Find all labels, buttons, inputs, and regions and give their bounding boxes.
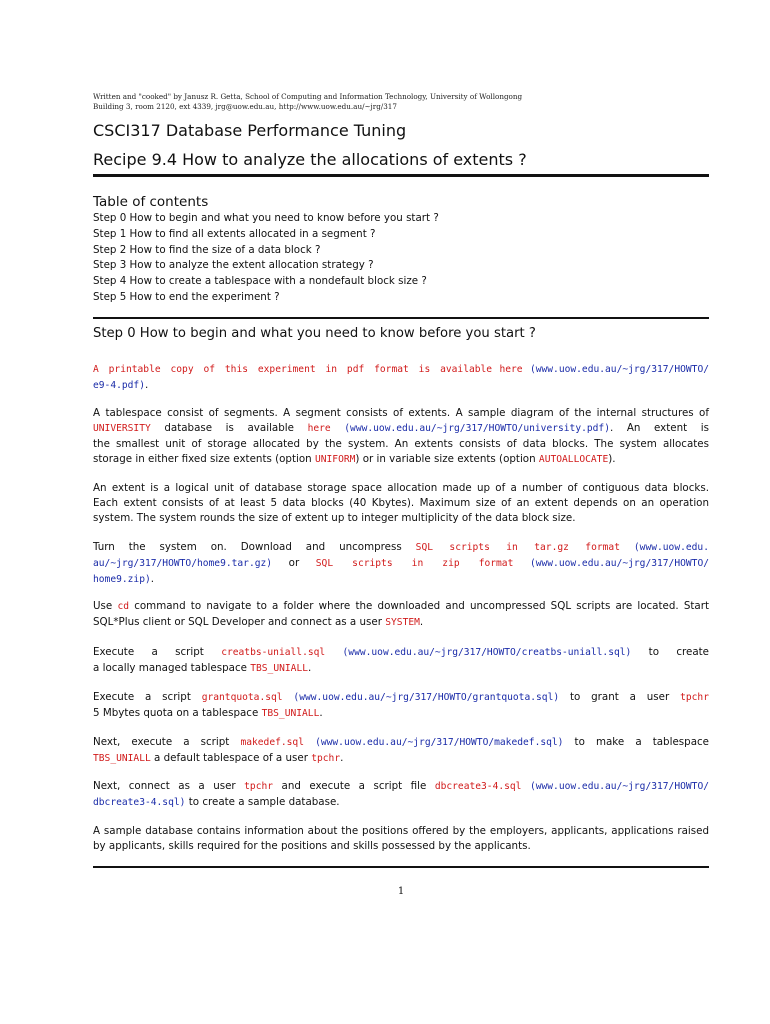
dbcreate-text-2: and execute a script file — [281, 780, 427, 792]
footer-divider — [93, 866, 709, 868]
creatbs-text-3: a locally managed tablespace — [93, 661, 247, 674]
paragraph-dbcreate — [93, 779, 709, 811]
creatbs-script-link[interactable]: creatbs-uniall.sql — [221, 647, 326, 658]
author-header — [93, 92, 709, 111]
course-title: CSCI317 Database Performance Tuning — [93, 121, 407, 140]
creatbs-text: Execute a script — [93, 646, 204, 658]
grantquota-script-url[interactable]: (www.uow.edu.au/~jrg/317/HOWTO/grantquota.sql) — [293, 692, 560, 703]
targz-url[interactable]: (www.uow.edu. — [633, 542, 709, 553]
tablespace-text: database is available — [164, 421, 294, 434]
download-text: Turn the system on. Download and uncompress — [93, 541, 402, 553]
header-line-1: Written and "cooked" by Janusz R. Getta, School of Computing and Information Technology, University of Wollongong — [93, 92, 523, 101]
page-number: 1 — [397, 886, 405, 897]
navigate-text-3: SQL*Plus client or SQL Developer and connect as a user — [93, 615, 382, 628]
grantquota-script-link[interactable]: grantquota.sql — [201, 692, 283, 703]
makedef-text-3: a default tablespace of a user — [154, 751, 308, 764]
punct: . — [308, 661, 312, 674]
punct: . — [319, 706, 323, 719]
extent-line-3: system. The system rounds the size of extent up to integer multiplicity of the data block size. — [93, 511, 576, 524]
printable-copy-text: A printable copy of this experiment in pdf format is available — [93, 364, 493, 375]
punct: . — [150, 572, 155, 585]
toc-divider — [93, 317, 709, 319]
punct: ). — [608, 452, 616, 465]
makedef-script-url[interactable]: (www.uow.edu.au/~jrg/317/HOWTO/makedef.sql) — [315, 737, 564, 748]
paragraph-tablespace — [93, 406, 709, 468]
tablespace-text-2: . An extent is — [609, 421, 709, 434]
zip-url-cont[interactable]: home9.zip) — [93, 573, 151, 585]
toc-item-step-5[interactable]: Step 5 How to end the experiment ? — [93, 290, 280, 303]
toc-item-step-4[interactable]: Step 4 How to create a tablespace with a nondefault block size ? — [93, 275, 427, 288]
creatbs-text-2: to create — [648, 646, 710, 658]
title-divider — [93, 174, 709, 177]
tpchr-user: tpchr — [680, 692, 709, 703]
sample-db-line-1: A sample database contains information about the positions offered by the employers, applicants, applications raised — [93, 825, 709, 837]
university-diagram-url[interactable]: (www.uow.edu.au/~jrg/317/HOWTO/university.pdf) — [344, 422, 610, 434]
autoallocate-keyword: AUTOALLOCATE — [538, 453, 609, 465]
makedef-script-link[interactable]: makedef.sql — [240, 737, 304, 748]
paragraph-printable-copy — [93, 362, 709, 394]
tpchr-user: tpchr — [311, 752, 341, 764]
tablespace-text-4: ) or in variable size extents (option — [355, 452, 536, 465]
targz-link[interactable]: SQL scripts in tar.gz format — [415, 542, 620, 553]
paragraph-makedef — [93, 735, 709, 767]
tpchr-user: tpchr — [244, 781, 274, 792]
dbcreate-script-url[interactable]: (www.uow.edu.au/~jrg/317/HOWTO/ — [529, 781, 709, 792]
navigate-text-2: command to navigate to a folder where the downloaded and uncompressed SQL scripts are located. Start — [134, 600, 709, 612]
zip-url[interactable]: (www.uow.edu.au/~jrg/317/HOWTO/ — [529, 557, 709, 569]
punct: . — [340, 751, 344, 764]
zip-link[interactable]: SQL scripts in zip format — [315, 557, 514, 569]
tbs-uniall-keyword: TBS_UNIALL — [93, 752, 151, 764]
dbcreate-text-3: to create a sample database. — [188, 795, 340, 808]
punct: . — [144, 378, 149, 391]
or-text: or — [288, 556, 300, 569]
printable-copy-link[interactable]: here — [499, 364, 523, 375]
tbs-uniall-keyword: TBS_UNIALL — [261, 707, 320, 719]
paragraph-download — [93, 540, 709, 588]
sample-db-line-2: by applicants, skills required for the positions and skills possessed by the applicants. — [93, 839, 531, 852]
tablespace-line-3: the smallest unit of storage allocated by the system. An extents consists of data blocks. The system allocates — [93, 437, 709, 450]
extent-line-2: Each extent consists of at least 5 data blocks (40 Kbytes). Maximum size of an extent depends on an operation — [93, 496, 709, 509]
makedef-text: Next, execute a script — [93, 736, 230, 748]
extent-line-1: An extent is a logical unit of database storage space allocation made up of a number of contiguous data blocks. — [93, 482, 709, 494]
grantquota-text-2: to grant a user — [569, 691, 670, 703]
printable-copy-url-cont[interactable]: e9-4.pdf) — [93, 379, 145, 391]
table-of-contents — [93, 211, 439, 306]
tbs-uniall-keyword: TBS_UNIALL — [250, 662, 308, 674]
paragraph-extent — [93, 481, 709, 526]
grantquota-text-3: 5 Mbytes quota on a tablespace — [93, 706, 259, 719]
tablespace-line-1: A tablespace consist of segments. A segment consists of extents. A sample diagram of the internal structures of — [93, 407, 709, 419]
toc-title: Table of contents — [93, 194, 209, 210]
header-line-2: Building 3, room 2120, ext 4339, jrg@uow.edu.au, http://www.uow.edu.au/~jrg/317 — [93, 101, 397, 111]
navigate-text: Use — [93, 600, 113, 612]
recipe-title: Recipe 9.4 How to analyze the allocations of extents ? — [93, 150, 527, 169]
paragraph-creatbs — [93, 645, 709, 677]
grantquota-text: Execute a script — [93, 691, 191, 703]
paragraph-grantquota — [93, 690, 709, 722]
system-user: SYSTEM — [385, 616, 420, 628]
toc-item-step-1[interactable]: Step 1 How to find all extents allocated in a segment ? — [93, 227, 376, 240]
makedef-text-2: to make a tablespace — [574, 736, 709, 748]
cd-command: cd — [117, 601, 130, 612]
dbcreate-text: Next, connect as a user — [93, 780, 236, 792]
tablespace-text-3: storage in either fixed size extents (option — [93, 452, 312, 465]
uniform-keyword: UNIFORM — [314, 453, 356, 465]
university-diagram-link[interactable]: here — [307, 422, 331, 434]
toc-item-step-0[interactable]: Step 0 How to begin and what you need to know before you start ? — [93, 212, 439, 224]
toc-item-step-2[interactable]: Step 2 How to find the size of a data block ? — [93, 243, 321, 256]
paragraph-sample-database — [93, 824, 709, 854]
dbcreate-script-link[interactable]: dbcreate3-4.sql — [434, 781, 522, 792]
dbcreate-script-url-cont[interactable]: dbcreate3-4.sql) — [93, 796, 186, 808]
punct: . — [419, 615, 424, 628]
university-keyword: UNIVERSITY — [93, 422, 151, 434]
toc-item-step-3[interactable]: Step 3 How to analyze the extent allocation strategy ? — [93, 259, 374, 272]
targz-url-cont[interactable]: au/~jrg/317/HOWTO/home9.tar.gz) — [93, 557, 273, 569]
creatbs-script-url[interactable]: (www.uow.edu.au/~jrg/317/HOWTO/creatbs-uniall.sql) — [342, 647, 632, 658]
paragraph-navigate — [93, 599, 709, 631]
step0-heading: Step 0 How to begin and what you need to know before you start ? — [93, 326, 536, 341]
printable-copy-url[interactable]: (www.uow.edu.au/~jrg/317/HOWTO/ — [529, 364, 709, 375]
